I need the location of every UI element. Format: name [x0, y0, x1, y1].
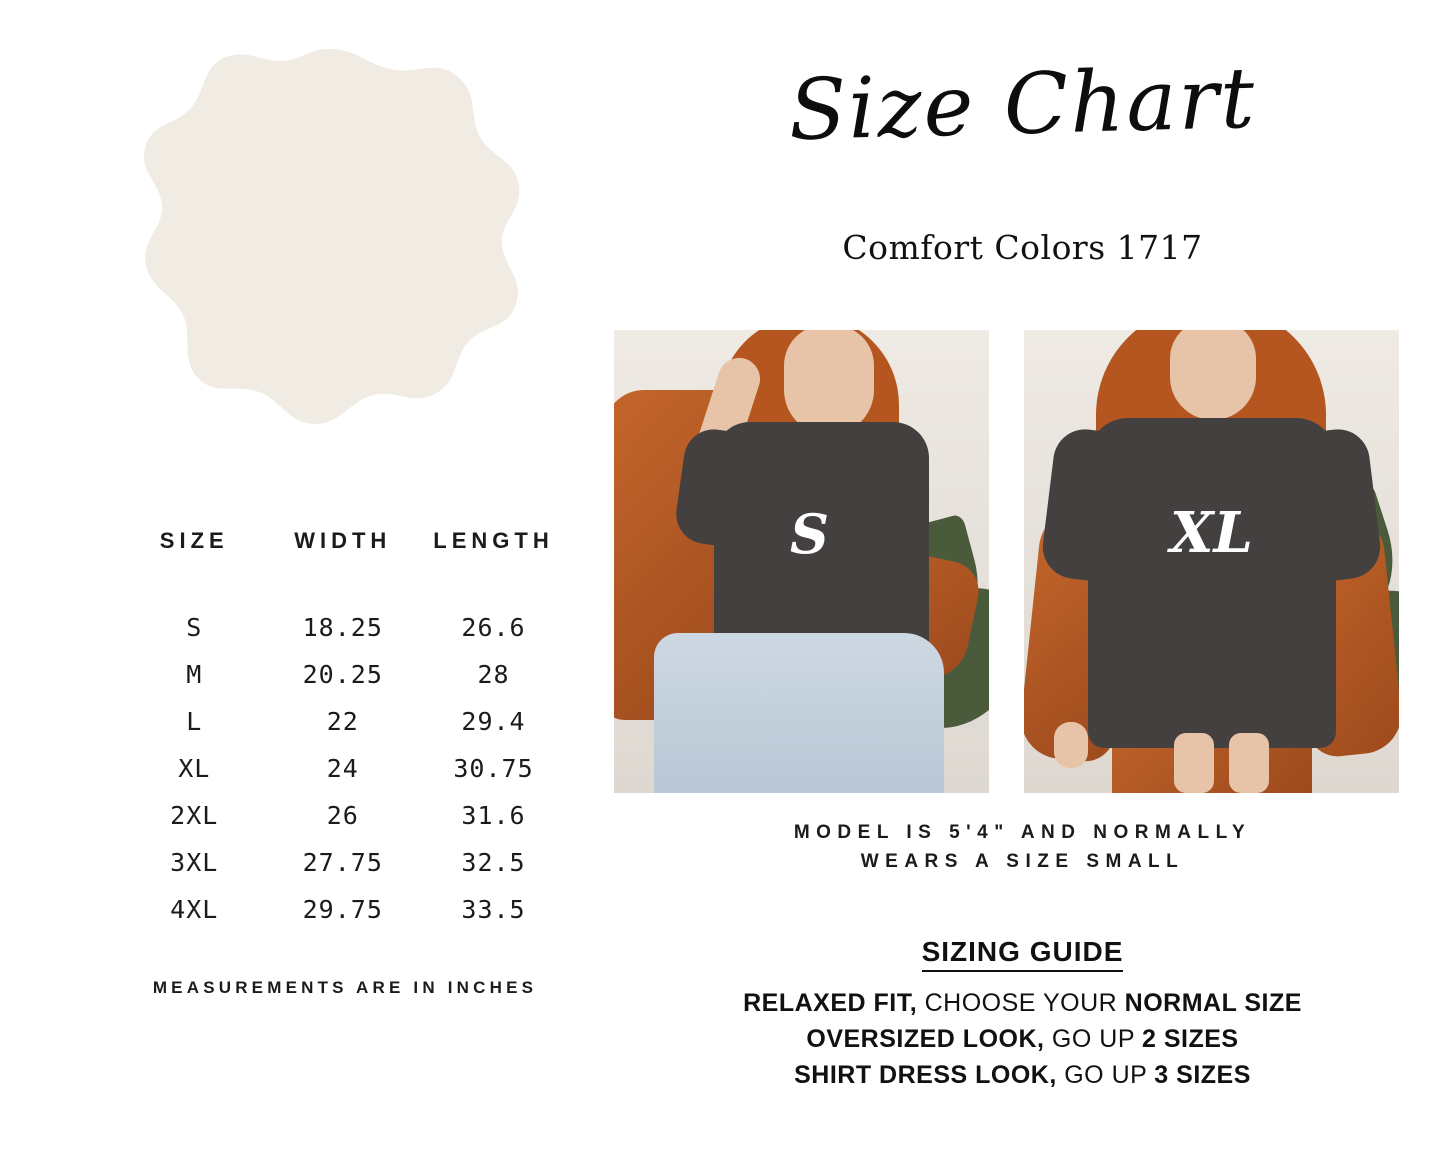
cell-size: 4XL — [170, 895, 219, 924]
sizing-guide-line-mid: GO UP — [1056, 1061, 1155, 1089]
cell-size: XL — [178, 754, 211, 783]
sizing-guide-line — [600, 1021, 1445, 1057]
model-photo-xl — [1024, 330, 1399, 793]
model-info-note — [600, 818, 1445, 877]
page-title: Size Chart — [787, 48, 1258, 160]
cell-size: 3XL — [170, 848, 219, 877]
table-header-row — [120, 528, 570, 604]
cell-size: S — [186, 613, 203, 642]
model-info-line-2: WEARS A SIZE SMALL — [860, 851, 1185, 873]
table-row — [120, 886, 570, 933]
cell-size: L — [186, 707, 203, 736]
table-row — [120, 745, 570, 792]
sizing-guide-line-lead: RELAXED FIT, — [743, 989, 918, 1017]
model-photo-small — [614, 330, 989, 793]
sizing-guide-line-mid: GO UP — [1044, 1025, 1142, 1053]
face-decor — [784, 330, 874, 435]
cell-width: 20.25 — [302, 660, 383, 689]
sizing-guide-line-strong: NORMAL SIZE — [1124, 989, 1302, 1017]
cell-length: 29.4 — [461, 707, 526, 736]
hand-decor — [1054, 722, 1088, 768]
cell-length: 32.5 — [461, 848, 526, 877]
cell-width: 24 — [326, 754, 359, 783]
size-label-s: S — [790, 502, 829, 566]
sizing-guide-heading — [600, 936, 1445, 968]
cell-length: 33.5 — [461, 895, 526, 924]
column-header-length: LENGTH — [433, 528, 554, 553]
sizing-guide-line-mid: CHOOSE YOUR — [917, 989, 1125, 1017]
right-column — [600, 0, 1445, 1156]
model-info-line-1: MODEL IS 5'4" AND NORMALLY — [793, 822, 1252, 843]
leg-decor — [1174, 733, 1214, 793]
size-label-xl: XL — [1170, 500, 1253, 566]
size-chart-table — [120, 528, 570, 933]
jeans-decor — [654, 633, 944, 793]
sizing-guide-line-lead: OVERSIZED LOOK, — [806, 1025, 1045, 1053]
table-row — [120, 839, 570, 886]
measurements-note: MEASUREMENTS ARE IN INCHES — [152, 978, 538, 997]
left-column — [0, 0, 600, 1156]
sizing-guide-lines — [600, 985, 1445, 1093]
cell-length: 31.6 — [461, 801, 526, 830]
cell-length: 30.75 — [453, 754, 534, 783]
cell-size: 2XL — [170, 801, 219, 830]
cell-width: 29.75 — [302, 895, 383, 924]
cell-size: M — [186, 660, 203, 689]
face-decor — [1170, 330, 1256, 420]
sizing-guide-line — [600, 1057, 1445, 1093]
column-header-size: SIZE — [159, 528, 229, 553]
sizing-guide-line-strong: 3 SIZES — [1154, 1061, 1251, 1089]
table-row — [120, 792, 570, 839]
cell-width: 26 — [326, 801, 359, 830]
table-row — [120, 604, 570, 651]
cell-width: 27.75 — [302, 848, 383, 877]
sizing-guide-line — [600, 985, 1445, 1021]
leg-decor — [1229, 733, 1269, 793]
cell-length: 28 — [477, 660, 510, 689]
photo-gallery — [614, 330, 1429, 793]
cell-width: 18.25 — [302, 613, 383, 642]
column-header-width: WIDTH — [294, 528, 392, 553]
size-table-block — [120, 528, 570, 933]
table-row — [120, 698, 570, 745]
table-row — [120, 651, 570, 698]
cell-length: 26.6 — [461, 613, 526, 642]
sizing-guide-line-lead: SHIRT DRESS LOOK, — [794, 1061, 1057, 1089]
sizing-guide-line-strong: 2 SIZES — [1142, 1025, 1239, 1053]
cell-width: 22 — [326, 707, 359, 736]
sizing-guide-heading-text: SIZING GUIDE — [922, 936, 1124, 972]
product-subtitle: Comfort Colors 1717 — [842, 228, 1203, 267]
decorative-blob-placeholder — [128, 45, 528, 450]
